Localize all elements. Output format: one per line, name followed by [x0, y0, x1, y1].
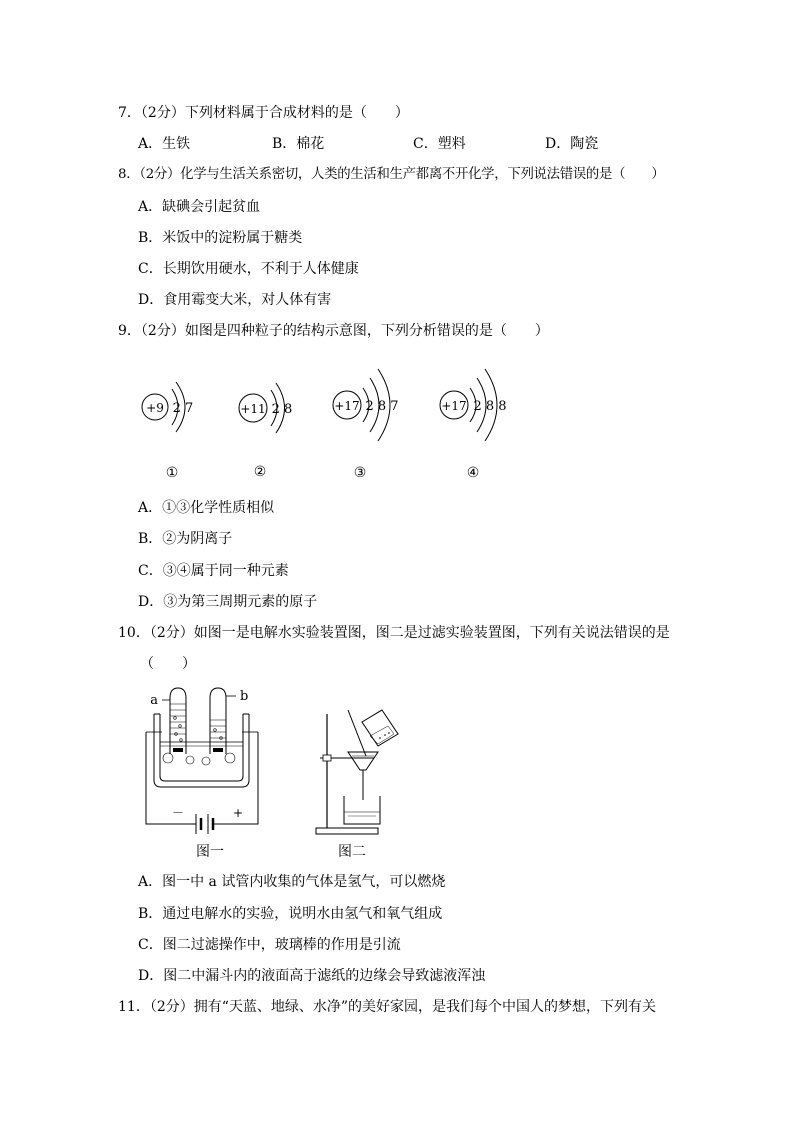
- particle-1-shells: 2 7: [172, 401, 194, 416]
- q7-option-d: D．陶瓷: [545, 136, 599, 152]
- particle-4-diagram: [440, 369, 507, 481]
- q8-option-b: B．米饭中的淀粉属于糖类: [138, 230, 303, 246]
- negative-terminal-label: －: [171, 806, 185, 820]
- positive-terminal-label: +: [232, 806, 244, 820]
- q7-stem: 7．（2分）下列材料属于合成材料的是（ ）: [118, 105, 409, 121]
- q7-option-c: C．塑料: [413, 136, 466, 152]
- q10-stem: 10．（2分）如图一是电解水实验装置图，图二是过滤实验装置图，下列有关说法错误的是: [118, 625, 670, 641]
- q7-option-a: A．生铁: [138, 136, 191, 152]
- q10-option-d: D．图二中漏斗内的液面高于滤纸的边缘会导致滤液浑浊: [138, 968, 486, 984]
- figure-1-caption: 图一: [196, 844, 224, 860]
- q11-stem: 11．（2分）拥有“天蓝、地绿、水净”的美好家园，是我们每个中国人的梦想，下列有关: [118, 999, 657, 1015]
- q10-option-c: C．图二过滤操作中，玻璃棒的作用是引流: [138, 937, 401, 953]
- particle-1-diagram: [142, 382, 193, 481]
- q9-option-d: D．③为第三周期元素的原子: [138, 594, 318, 610]
- q10-stem-continuation: （ ）: [140, 656, 196, 672]
- filtration-apparatus-figure: [310, 706, 410, 860]
- particle-3-diagram: [333, 369, 399, 481]
- particle-3-nucleus: +17: [334, 399, 360, 413]
- particle-structure-diagrams: [130, 360, 530, 485]
- q9-stem: 9．（2分）如图是四种粒子的结构示意图，下列分析错误的是（ ）: [118, 323, 549, 339]
- particle-2-label: ②: [253, 464, 267, 480]
- electrolysis-apparatus-figure: [138, 684, 268, 862]
- particle-3-shells: 2 8 7: [365, 399, 399, 414]
- q8-option-a: A．缺碘会引起贫血: [138, 199, 261, 215]
- particle-2-shells: 2 8: [271, 402, 293, 417]
- q10-option-b: B．通过电解水的实验，说明水由氢气和氧气组成: [138, 906, 443, 922]
- particle-1-nucleus: +9: [146, 401, 164, 415]
- tube-b-label: b: [240, 689, 249, 704]
- q8-option-c: C．长期饮用硬水，不利于人体健康: [138, 261, 359, 277]
- tube-a-label: a: [150, 693, 158, 708]
- particle-4-shells: 2 8 8: [473, 399, 507, 414]
- q7-option-b: B．棉花: [272, 136, 325, 152]
- particle-2-nucleus: +11: [240, 402, 266, 416]
- q8-stem: 8．（2分）化学与生活关系密切，人类的生活和生产都离不开化学，下列说法错误的是（ ）: [118, 167, 665, 182]
- q9-option-c: C．③④属于同一种元素: [138, 563, 289, 579]
- q10-option-a: A．图一中 a 试管内收集的气体是氢气，可以燃烧: [138, 874, 446, 890]
- q9-option-a: A．①③化学性质相似: [138, 500, 275, 516]
- figure-2-caption: 图二: [338, 844, 366, 860]
- particle-1-label: ①: [165, 465, 179, 481]
- particle-4-label: ④: [466, 465, 480, 481]
- q8-option-d: D．食用霉变大米，对人体有害: [138, 292, 332, 308]
- particle-4-nucleus: +17: [441, 399, 467, 413]
- particle-3-label: ③: [353, 465, 367, 481]
- particle-2-diagram: [239, 383, 292, 480]
- q9-option-b: B．②为阴离子: [138, 531, 233, 547]
